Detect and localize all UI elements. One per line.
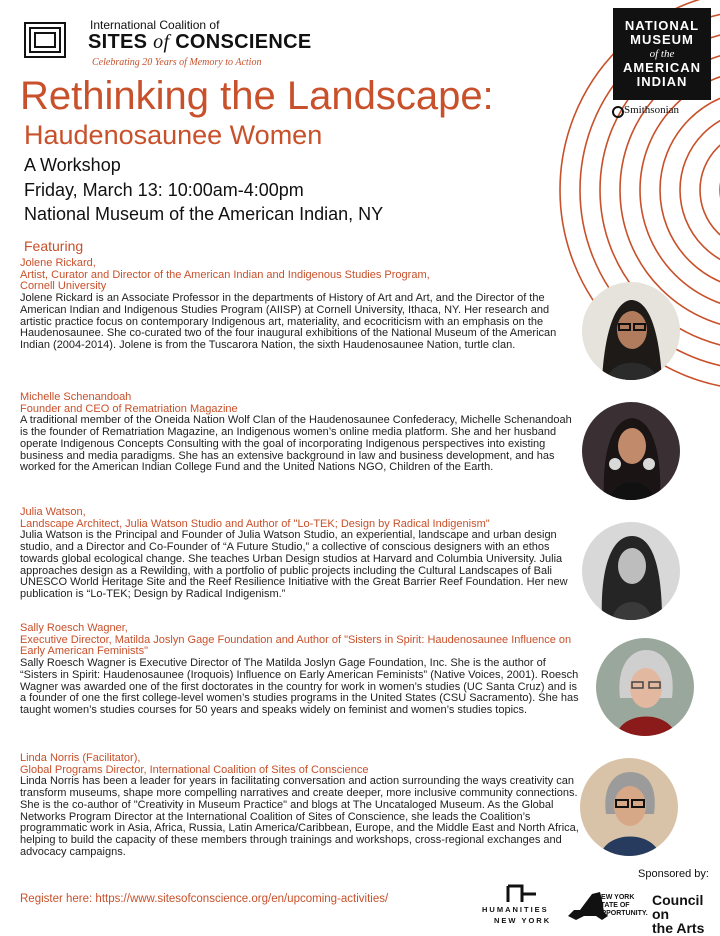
org-name-line2 — [88, 31, 312, 54]
org-sites: SITES — [88, 31, 148, 53]
event-title: Rethinking the Landscape: — [20, 74, 494, 118]
event-type: A Workshop — [24, 155, 121, 175]
museum-line5: INDIAN — [636, 74, 688, 89]
featuring-heading: Featuring — [24, 238, 84, 254]
speaker-text: Linda Norris has been a leader for years in facilitating conversation and action surrounding the ways creativity can transform museums, shape more compelling narratives and create deeper, more inclusive community connections. She is the co-author of "Creativity in Museum Practice" and blogs at The Uncataloged Museum. As the Global Networks Program Director at the International Coalition of Sites of Conscience, she leads the Coalition’s programmatic work in Asia, Africa, Russia, Latin America/Caribbean, Europe, and the Middle East and North Africa, helping to build the capacity of these members through trainings and workshops, cross-regional exchanges and advocacy campaigns. — [20, 775, 579, 858]
speaker-heading: Julia Watson, Landscape Architect, Julia Watson Studio and Author of "Lo-TEK; Design by Radical Indigenism" — [20, 506, 490, 530]
museum-line2: MUSEUM — [630, 32, 694, 47]
speaker-photo-julia — [582, 522, 680, 620]
speaker-heading: Jolene Rickard, Artist, Curator and Director of the American Indian and Indigenous Studies Program, Cornell University — [20, 257, 430, 293]
council-on-the-arts-logo — [652, 893, 720, 935]
speaker-heading: Linda Norris (Facilitator), Global Programs Director, International Coalition of Sites of Conscience — [20, 752, 369, 776]
org-tagline: Celebrating 20 Years of Memory to Action — [92, 57, 262, 68]
sites-of-conscience-logo-icon — [24, 22, 66, 58]
org-of: of — [153, 31, 170, 53]
nys-line3: OPPORTUNITY. — [596, 910, 648, 917]
council-line2: the Arts — [652, 920, 705, 936]
nys-line1: NEW YORK — [596, 894, 635, 901]
speaker-bio — [20, 392, 580, 474]
museum-logo — [613, 8, 711, 100]
event-subtitle: Haudenosaunee Women — [24, 120, 323, 150]
smithsonian-label: Smithsonian — [624, 104, 680, 116]
museum-line3: of the — [649, 48, 675, 60]
museum-line4: AMERICAN — [622, 60, 702, 75]
speaker-photo-michelle — [582, 402, 680, 500]
speaker-bio — [20, 258, 580, 352]
speaker-text: Jolene Rickard is an Associate Professor in the departments of History of Art and Art, and the Director of the American Indian and Indigenous Studies Program (AIISP) at Cornell University, Ithaca, NY. Her research and artistic practice focus on contemporary Indigenous art, materiality, and ecocriticism with an emphasis on the Haudenosaunee. She co-curated two of the four inaugural exhibitions of the National Museum of the American Indian (2004-2014). Jolene is from the Tuscarora Nation, the sixth Haudenosaunee Nation, turtle clan. — [20, 292, 557, 351]
smithsonian-sun-icon — [612, 106, 624, 118]
speaker-photo-jolene — [582, 282, 680, 380]
speaker-text: Julia Watson is the Principal and Founder of Julia Watson Studio, an experiential, landscape and urban design studio, and a Director and Co-Founder of “A Future Studio,” a collective of conscious designers with an ethos towards global ecological change. She teaches Urban Design studios at Harvard and Columbia University. Julia approaches design as a Rewilding, with a portfolio of public projects including the Cultural Landscapes of Bali UNESCO World Heritage Site and the Reef Resilience Initiative with the Great Barrier Reef Foundation. Her new publication is “Lo-TEK; Design by Radical Indigenism.” — [20, 529, 568, 600]
org-conscience: CONSCIENCE — [175, 31, 312, 53]
speaker-heading: Sally Roesch Wagner, Executive Director, Matilda Joslyn Gage Foundation and Author of "Sisters in Spirit: Haudenosaunee Influence on Early American Feminists" — [20, 622, 572, 658]
speaker-text: A traditional member of the Oneida Nation Wolf Clan of the Haudenosaunee Confederacy, Michelle Schenandoah is the founder of Rematriation Magazine, an Indigenous women’s online media platform. She and her husband operate Indigenous Concepts Consulting with the goal of incorporating Indigenous perspectives into existing business and media paradigms. She has an extensive background in law and business development, and has worked for the American Indian College Fund and the United Nations NGO, Children of the Earth. — [20, 414, 572, 474]
speaker-heading: Michelle Schenandoah Founder and CEO of Rematriation Magazine — [20, 391, 238, 415]
humanities-line2: NEW YORK — [494, 916, 552, 925]
event-venue: National Museum of the American Indian, NY — [24, 204, 384, 224]
nys-line2: STATE OF — [596, 902, 630, 909]
register-link[interactable]: Register here: https://www.sitesofconscience.org/en/upcoming-activities/ — [20, 893, 389, 905]
speaker-photo-linda — [580, 758, 678, 856]
council-line1: Council on — [652, 892, 704, 922]
speaker-bio — [20, 507, 580, 601]
speaker-bio — [20, 623, 580, 717]
sponsored-by-label: Sponsored by: — [638, 868, 709, 880]
nys-opportunity-logo — [596, 894, 648, 918]
org-name-line1: International Coalition of — [90, 18, 220, 32]
speaker-text: Sally Roesch Wagner is Executive Director of The Matilda Joslyn Gage Foundation, Inc. She is the author of “Sisters in Spirit: Haudenosaunee (Iroquois) Influence on Early American Feminists” (Native Voices, 2001). Roesch Wagner was awarded one of the first doctorates in the country for work in women’s studies (UC Santa Cruz) and is a founder of one the first college-level women’s studies programs in the United States (CSU Sacramento). She has taught women’s studies courses for 50 years and speaks widely on feminist and women’s studies topics. — [20, 657, 579, 716]
event-date: Friday, March 13: 10:00am-4:00pm — [24, 180, 304, 200]
museum-line1: NATIONAL — [624, 18, 700, 33]
humanities-line1: HUMANITIES — [482, 905, 549, 914]
speaker-photo-sally — [596, 638, 694, 736]
speaker-bio — [20, 753, 580, 858]
